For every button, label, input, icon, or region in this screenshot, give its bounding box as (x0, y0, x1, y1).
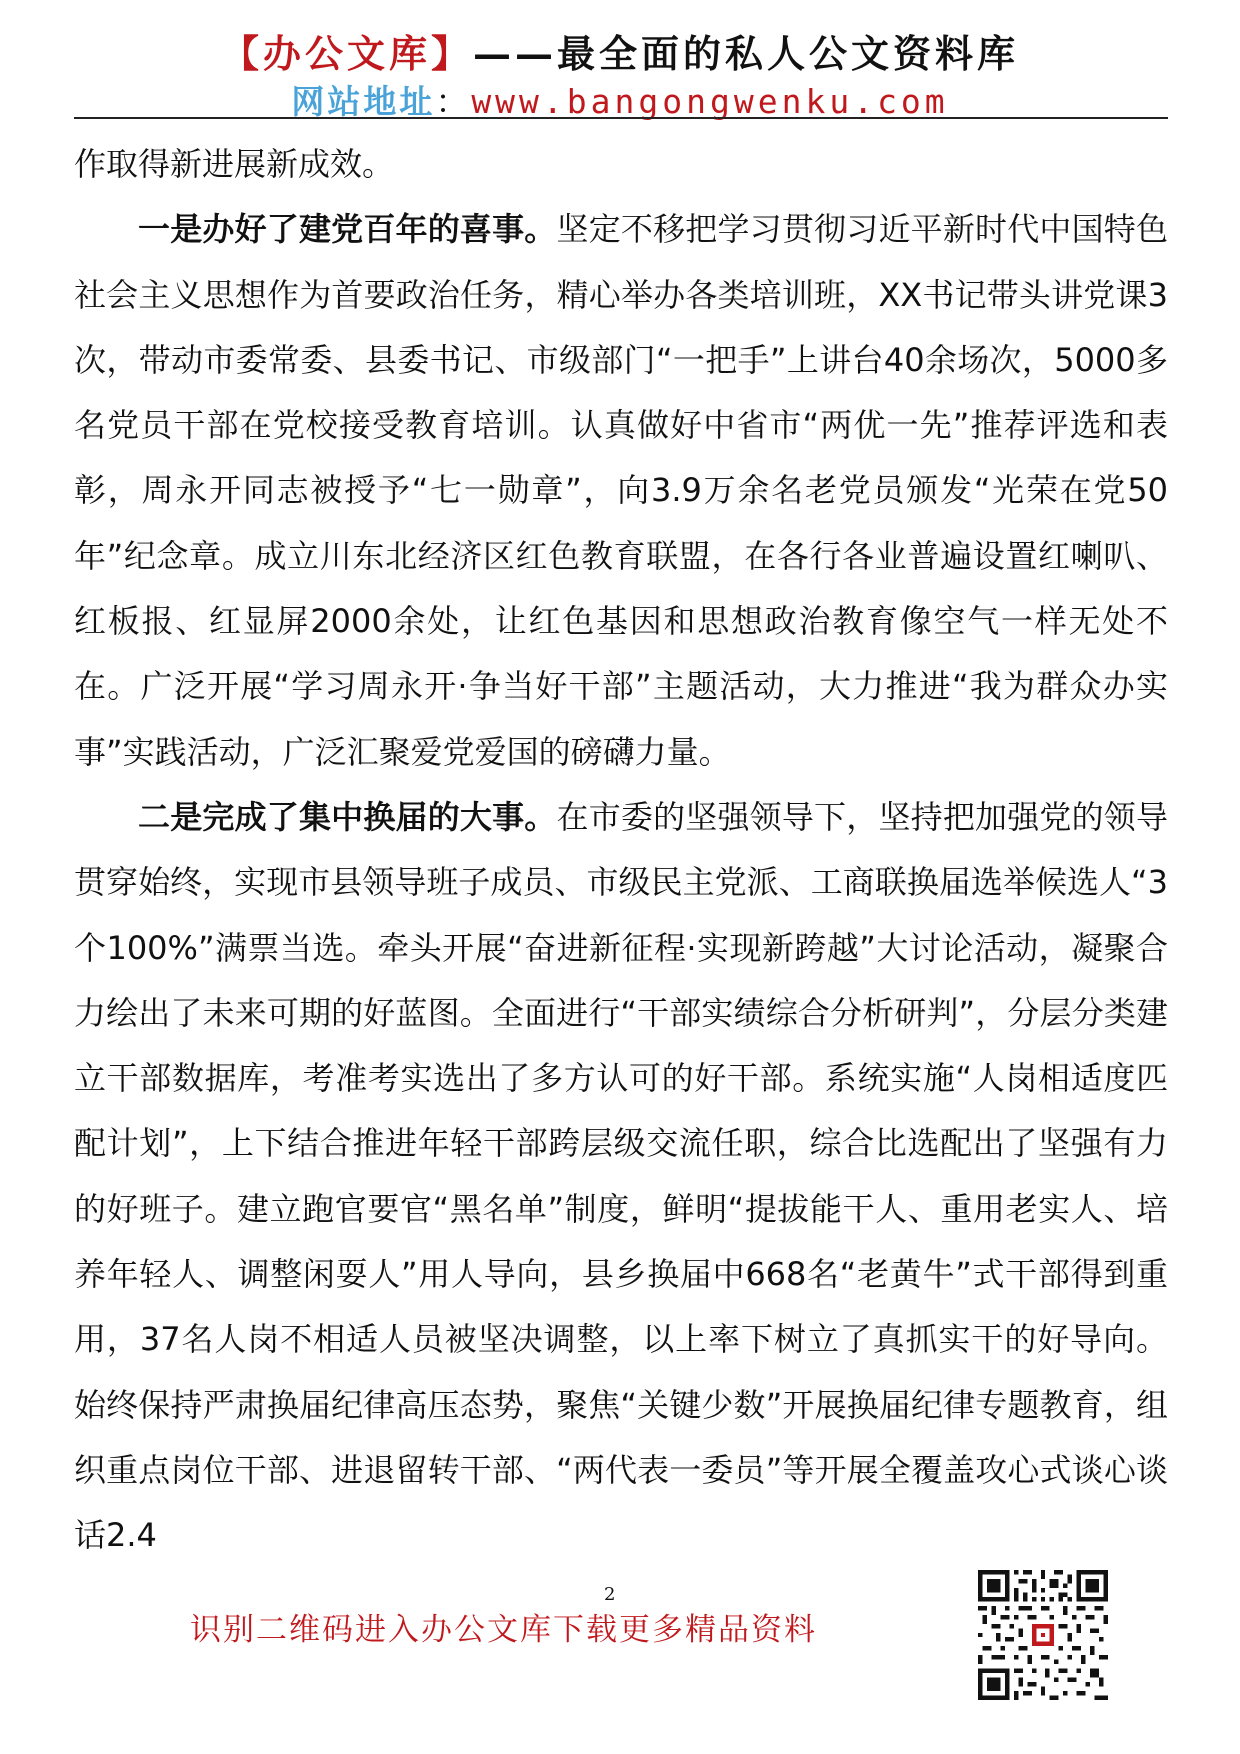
paragraph-2-heading: 二是完成了集中换届的大事。 (138, 797, 557, 836)
title-tagline: ——最全面的私人公文资料库 (473, 31, 1020, 76)
document-body (74, 132, 1168, 1569)
title-bracket-close: 】 (431, 31, 474, 76)
footer-qr-note: 识别二维码进入办公文库下载更多精品资料 (190, 1612, 817, 1648)
qr-code-icon[interactable] (978, 1570, 1108, 1700)
paragraph-1 (74, 197, 1168, 785)
paragraph-1-text: 坚定不移把学习贯彻习近平新时代中国特色社会主义思想作为首要政治任务，精心举办各类培训班，XX书记带头讲党课3次，带动市委常委、县委书记、市级部门“一把手”上讲台40余场次，5000多名党员干部在党校接受教育培训。认真做好中省市“两优一先”推荐评选和表彰，周永开同志被授予“七一勋章”，向3.9万余名老党员颁发“光荣在党50年”纪念章。成立川东北经济区红色教育联盟，在各行各业普遍设置红喇叭、红板报、红显屏2000余处，让红色基因和思想政治教育像空气一样无处不在。广泛开展“学习周永开·争当好干部”主题活动，大力推进“我为群众办实事”实践活动，广泛汇聚爱党爱国的磅礴力量。 (74, 210, 1168, 771)
paragraph-2-text: 在市委的坚强领导下，坚持把加强党的领导贯穿始终，实现市县领导班子成员、市级民主党派、工商联换届选举候选人“3个100%”满票当选。牵头开展“奋进新征程·实现新跨越”大讨论活动，凝聚合力绘出了未来可期的好蓝图。全面进行“干部实绩综合分析研判”，分层分类建立干部数据库，考准考实选出了多方认可的好干部。系统实施“人岗相适度匹配计划”，上下结合推进年轻干部跨层级交流任职，综合比选配出了坚强有力的好班子。建立跑官要官“黑名单”制度，鲜明“提拔能干人、重用老实人、培养年轻人、调整闲耍人”用人导向，县乡换届中668名“老黄牛”式干部得到重用，37名人岗不相适人员被坚决调整，以上率下树立了真抓实干的好导向。始终保持严肃换届纪律高压态势，聚焦“关键少数”开展换届纪律专题教育，组织重点岗位干部、进退留转干部、“两代表一委员”等开展全覆盖攻心式谈心谈话2.4 (74, 797, 1168, 1555)
document-header (0, 28, 1240, 124)
paragraph-2 (74, 785, 1168, 1569)
url-label: 网站地址 (291, 82, 436, 121)
header-title (0, 28, 1240, 80)
url-separator: ： (435, 82, 472, 121)
title-site-name: 办公文库 (262, 31, 431, 76)
site-url-link[interactable]: www.bangongwenku.com (471, 82, 949, 121)
header-divider (74, 117, 1168, 119)
paragraph-1-heading: 一是办好了建党百年的喜事。 (138, 210, 557, 249)
paragraph-continuation: 作取得新进展新成效。 (74, 145, 395, 183)
title-bracket-open: 【 (220, 31, 263, 76)
page-number: 2 (604, 1584, 616, 1605)
